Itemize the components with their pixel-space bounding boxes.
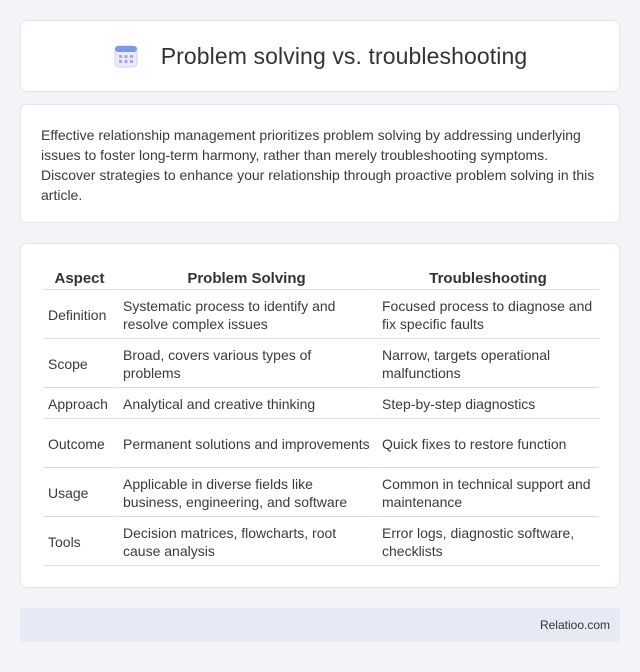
row-problem-solving: Systematic process to identify and resolve complex issues: [116, 290, 375, 339]
footer: [20, 608, 620, 642]
table-row: [43, 517, 599, 566]
row-problem-solving: Permanent solutions and improvements: [116, 419, 375, 468]
footer-brand[interactable]: Relatioo.com: [539, 618, 610, 632]
row-troubleshooting: Common in technical support and maintenance: [375, 468, 599, 517]
row-troubleshooting: Focused process to diagnose and fix specific faults: [375, 290, 599, 339]
row-troubleshooting: Step-by-step diagnostics: [375, 388, 599, 419]
row-troubleshooting: Quick fixes to restore function: [375, 419, 599, 468]
header-aspect: Aspect: [43, 264, 116, 290]
row-problem-solving: Applicable in diverse fields like business, engineering, and software: [116, 468, 375, 517]
row-troubleshooting: Error logs, diagnostic software, checklists: [375, 517, 599, 566]
table-row: [43, 339, 599, 388]
table-row: [43, 419, 599, 468]
calendar-icon: [113, 43, 139, 69]
row-aspect: Definition: [43, 290, 116, 339]
table-row: [43, 388, 599, 419]
row-aspect: Usage: [43, 468, 116, 517]
row-troubleshooting: Narrow, targets operational malfunctions: [375, 339, 599, 388]
table-header-row: [43, 264, 599, 290]
row-aspect: Tools: [43, 517, 116, 566]
row-problem-solving: Decision matrices, flowcharts, root cause analysis: [116, 517, 375, 566]
intro-text: Effective relationship management prioritizes problem solving by addressing underlying issues to foster long-term harmony, rather than merely troubleshooting symptoms. Discover strategies to enhance your relationship through proactive problem solving in this article.: [41, 127, 595, 203]
row-problem-solving: Broad, covers various types of problems: [116, 339, 375, 388]
table-row: [43, 290, 599, 339]
page-title: Problem solving vs. troubleshooting: [160, 42, 528, 69]
row-aspect: Scope: [43, 339, 116, 388]
comparison-table: [43, 264, 599, 566]
comparison-card: [20, 243, 620, 588]
row-problem-solving: Analytical and creative thinking: [116, 388, 375, 419]
header-problem-solving: Problem Solving: [116, 264, 375, 290]
intro-card: [20, 104, 620, 223]
row-aspect: Approach: [43, 388, 116, 419]
row-aspect: Outcome: [43, 419, 116, 468]
header-troubleshooting: Troubleshooting: [375, 264, 599, 290]
table-row: [43, 468, 599, 517]
title-card: [20, 20, 620, 92]
